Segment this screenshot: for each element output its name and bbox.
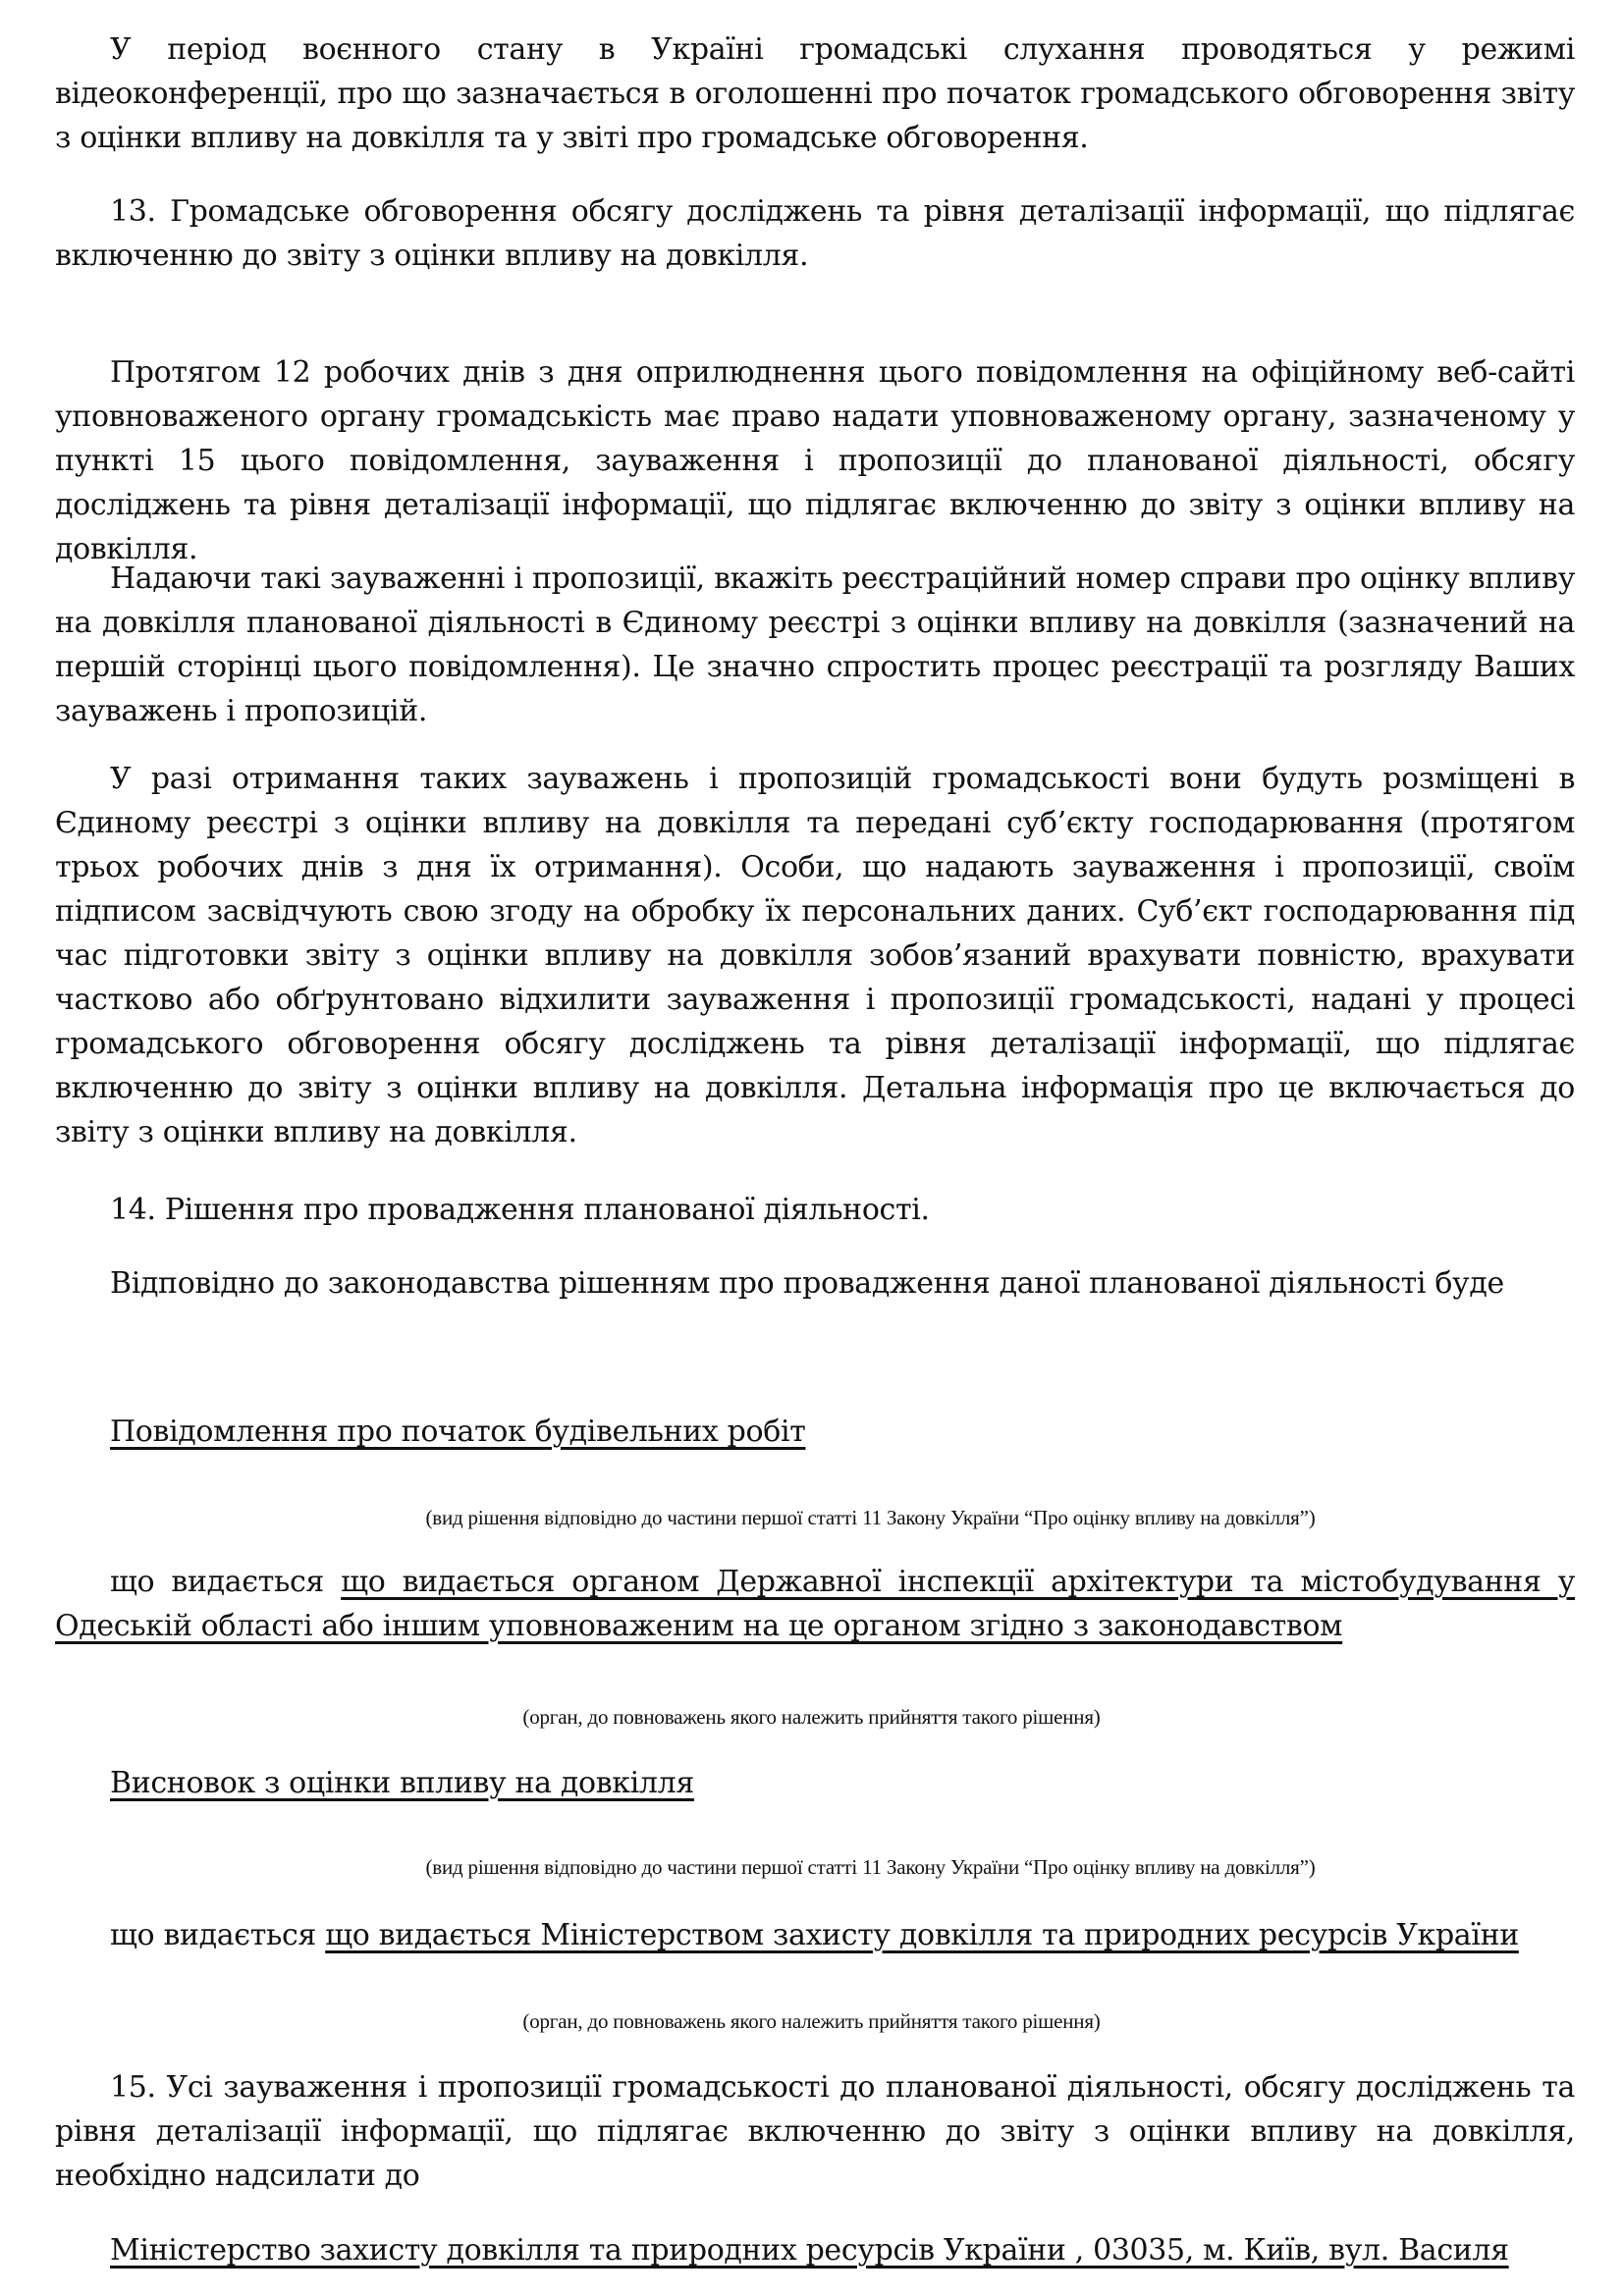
section-15-recipient-block	[55, 2228, 1575, 2272]
section-13-paragraph-1-block	[55, 350, 1575, 571]
decision-2-authority-caption: (орган, до повноважень якого належить прийняття такого рішення)	[522, 2009, 1101, 2033]
decision-1-issued-line	[55, 1560, 1575, 1648]
section-13-heading: 13. Громадське обговорення обсягу досліджень та рівня деталізації інформації, що підлягає включенню до звіту з оцінки впливу на довкілля.	[55, 194, 1575, 273]
section-14-intro-block	[55, 1261, 1575, 1306]
section-14-heading-block	[55, 1188, 1575, 1232]
section-14-intro: Відповідно до законодавства рішенням про провадження даної планованої діяльності буде	[110, 1266, 1504, 1301]
decision-2-authority-caption-block	[0, 2007, 1623, 2035]
decision-2-issued-block	[55, 1913, 1575, 1957]
decision-2-type-block	[55, 1761, 1575, 1805]
section-13-paragraph-2: Надаючи такі зауваженні і пропозиції, вкажіть реєстраційний номер справи про оцінку впливу на довкілля планованої діяльності в Єдиному реєстрі з оцінки впливу на довкілля (зазначений на першій сторінці цього повідомлення). Це значно спростить процес реєстрації та розгляду Ваших зауважень і пропозицій.	[55, 561, 1575, 728]
decision-2-issued-line	[55, 1913, 1575, 1957]
section-15-heading-block	[55, 2065, 1575, 2198]
section-13-paragraph-3-block	[55, 757, 1575, 1154]
decision-1-type-line	[55, 1410, 1575, 1454]
section-13-heading-block	[55, 189, 1575, 278]
decision-1-authority-caption-block	[0, 1703, 1623, 1731]
section-15-heading: 15. Усі зауваження і пропозиції громадськості до планованої діяльності, обсягу досліджень та рівня деталізації інформації, що підлягає включенню до звіту з оцінки впливу на довкілля, необхідно надсилати до	[55, 2070, 1575, 2193]
decision-1-issued-prefix: що видається	[110, 1565, 342, 1599]
decision-1-issued-by: що видається органом Державної інспекції архітектури та містобудування у Одеській області або іншим уповноваженим на це органом згідно з законодавством	[55, 1565, 1575, 1643]
decision-1-authority-caption: (орган, до повноважень якого належить прийняття такого рішення)	[522, 1705, 1101, 1729]
section-13-paragraph-3: У разі отримання таких зауважень і пропозицій громадськості вони будуть розміщені в Єдиному реєстрі з оцінки впливу на довкілля та передані суб’єкту господарювання (протягом трьох робочих днів з дня їх отримання). Особи, що надають зауваження і пропозиції, своїм підписом засвідчують свою згоду на обробку їх персональних даних. Суб’єкт господарювання під час підготовки звіту з оцінки впливу на довкілля зобов’язаний врахувати повністю, врахувати частково або обґрунтовано відхилити зауваження і пропозиції громадськості, надані у процесі громадського обговорення обсягу досліджень та рівня деталізації інформації, що підлягає включенню до звіту з оцінки впливу на довкілля. Детальна інформація про це включається до звіту з оцінки впливу на довкілля.	[55, 762, 1575, 1149]
decision-2-issued-prefix: що видається	[110, 1918, 326, 1952]
section-15-recipient: Міністерство захисту довкілля та природних ресурсів України , 03035, м. Київ, вул. Василя	[110, 2233, 1509, 2268]
martial-law-paragraph: У період воєнного стану в Україні громадські слухання проводяться у режимі відеоконференції, про що зазначається в оголошенні про початок громадського обговорення звіту з оцінки впливу на довкілля та у звіті про громадське обговорення.	[55, 32, 1575, 155]
decision-1-type-caption-block	[0, 1504, 1623, 1531]
decision-1-type-caption: (вид рішення відповідно до частини першої статті 11 Закону України “Про оцінку впливу на довкілля”)	[425, 1506, 1316, 1529]
decision-2-type-line	[55, 1761, 1575, 1805]
decision-1-type: Повідомлення про початок будівельних робіт	[110, 1415, 806, 1449]
decision-2-type-caption: (вид рішення відповідно до частини першої статті 11 Закону України “Про оцінку впливу на довкілля”)	[425, 1855, 1316, 1879]
decision-1-issued-block	[55, 1560, 1575, 1648]
decision-2-issued-by: що видається Міністерством захисту довкілля та природних ресурсів України	[325, 1918, 1519, 1952]
section-15-recipient-line	[55, 2228, 1575, 2272]
section-13-paragraph-1: Протягом 12 робочих днів з дня оприлюднення цього повідомлення на офіційному веб-сайті уповноваженого органу громадськість має право надати уповноваженому органу, зазначеному у пункті 15 цього повідомлення, зауваження і пропозиції до планованої діяльності, обсягу досліджень та рівня деталізації інформації, що підлягає включенню до звіту з оцінки впливу на довкілля.	[55, 355, 1575, 566]
section-14-heading: 14. Рішення про провадження планованої діяльності.	[110, 1193, 930, 1227]
decision-2-type: Висновок з оцінки впливу на довкілля	[110, 1766, 694, 1800]
decision-2-type-caption-block	[0, 1853, 1623, 1881]
martial-law-paragraph-block	[55, 27, 1575, 160]
decision-1-type-block	[55, 1410, 1575, 1454]
section-13-paragraph-2-block	[55, 557, 1575, 733]
